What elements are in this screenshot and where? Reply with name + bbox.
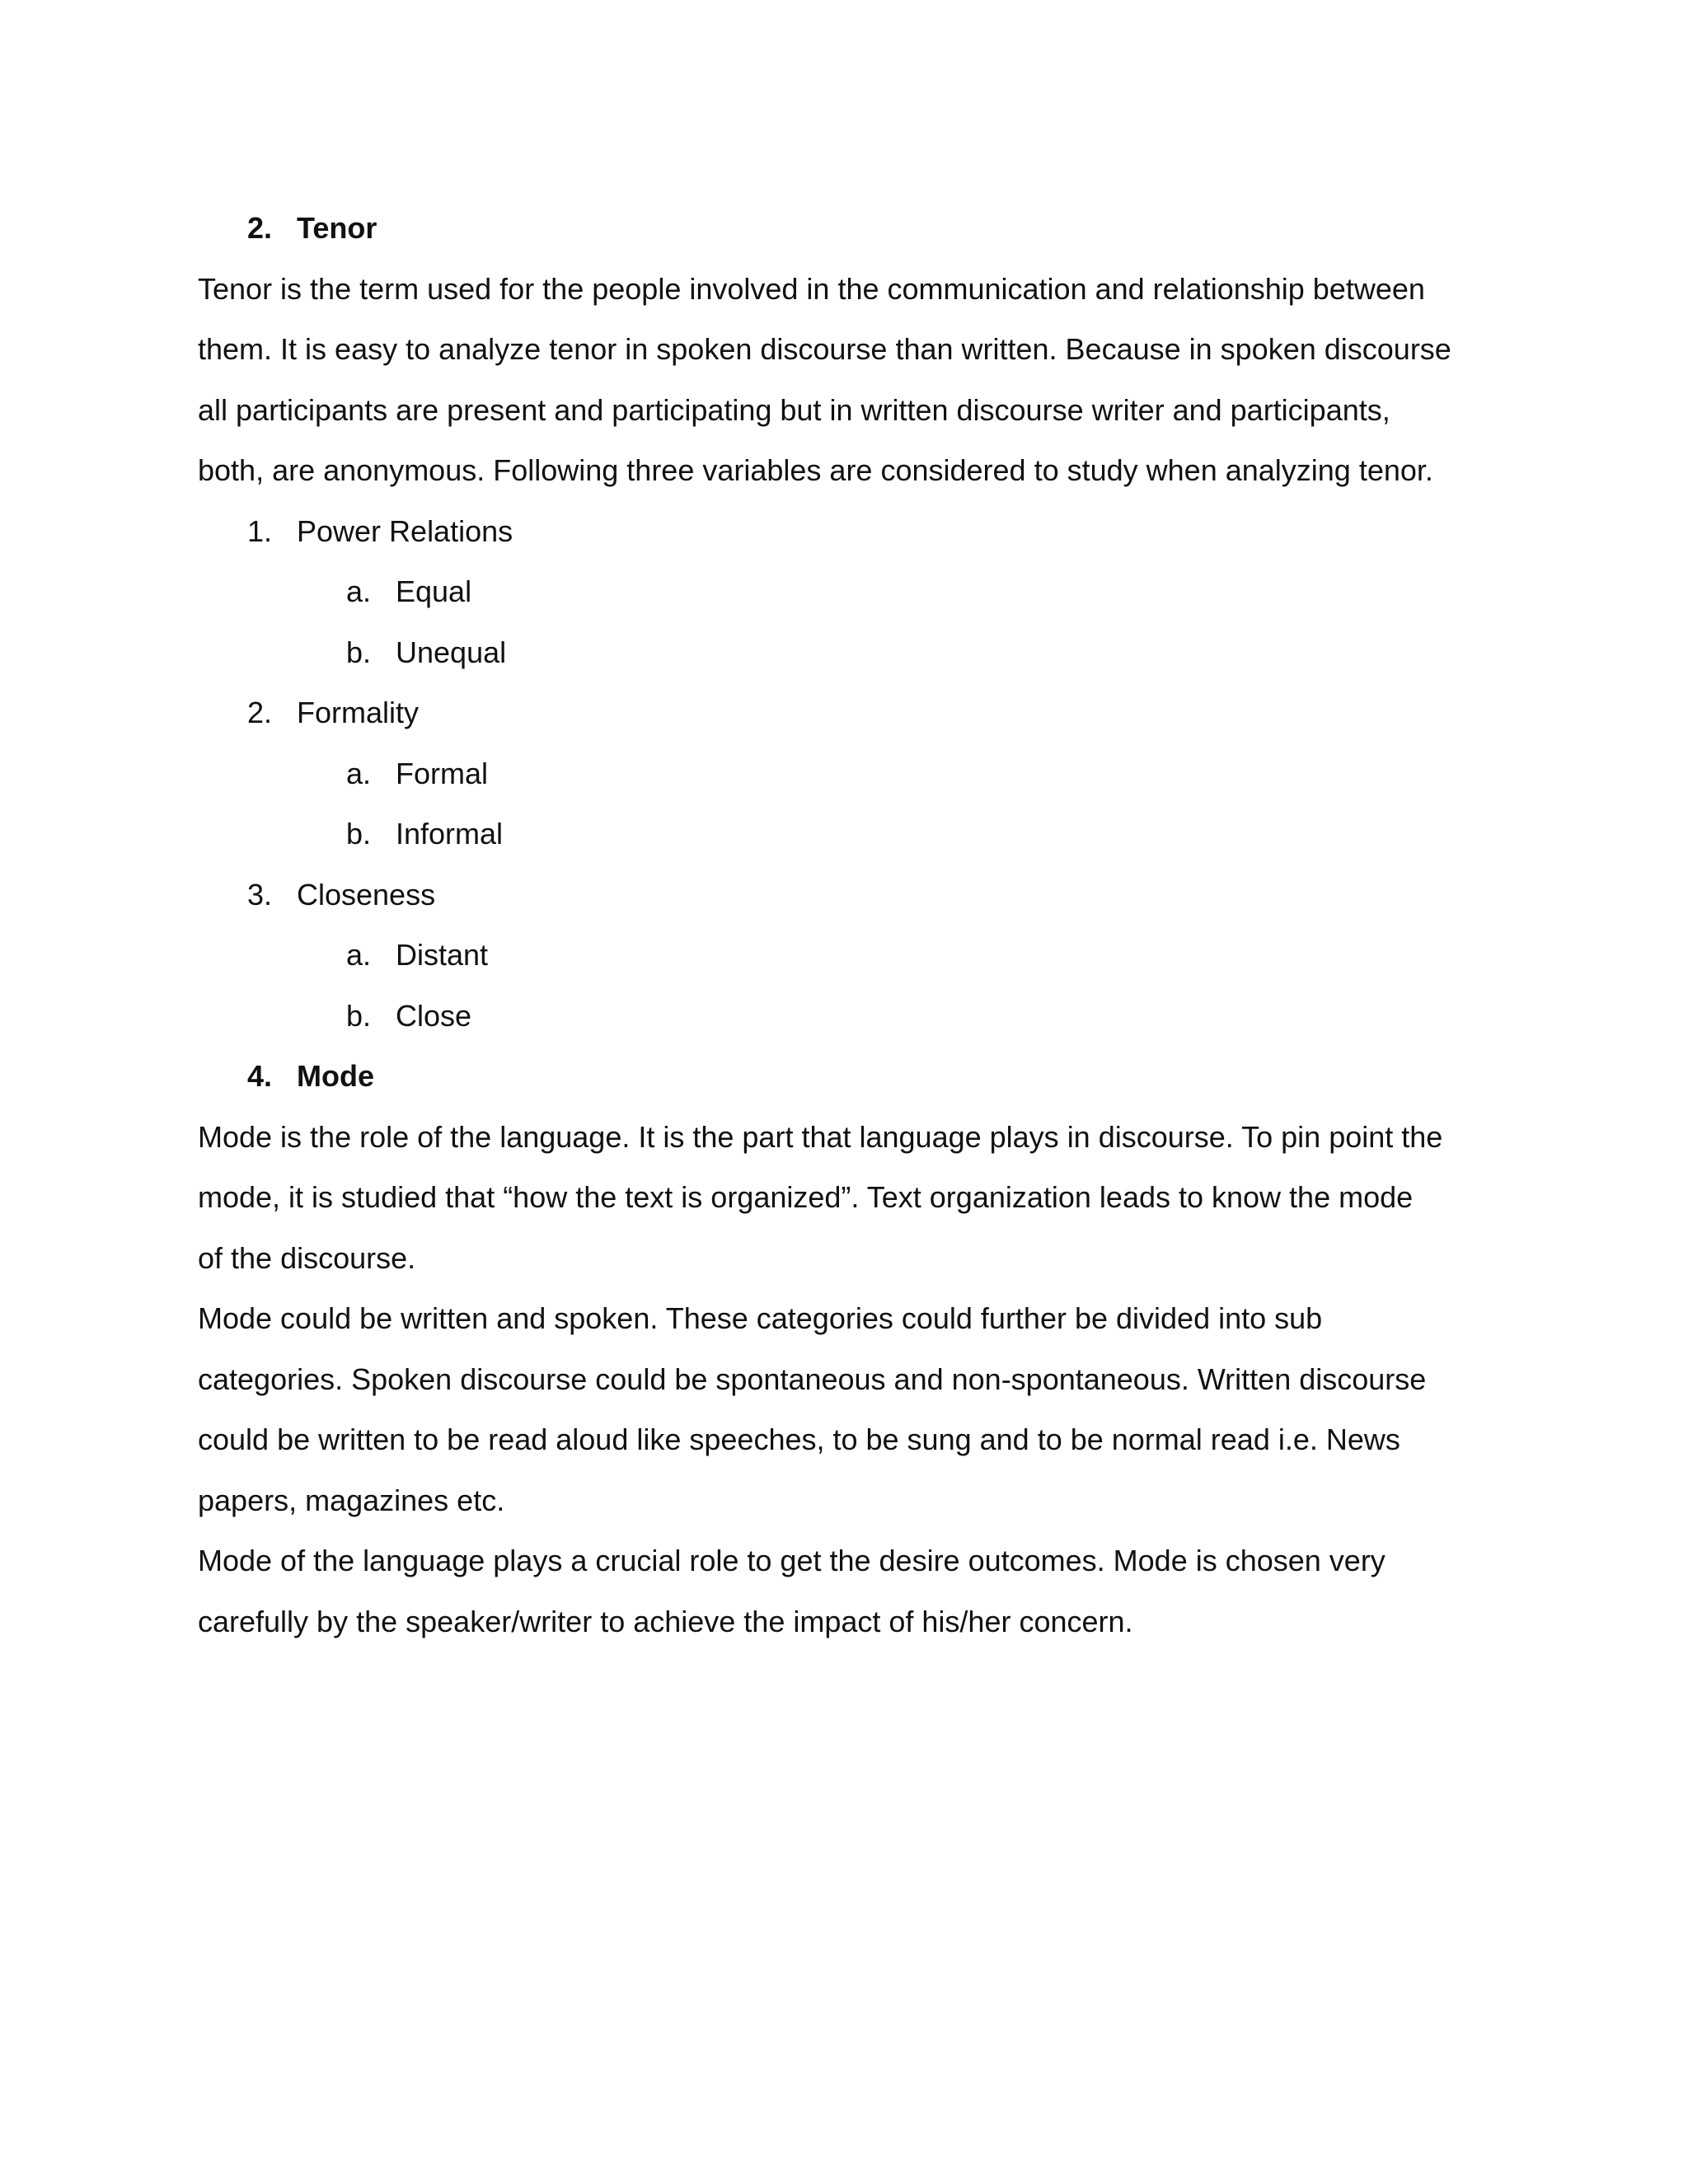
paragraph-line: Mode of the language plays a crucial role to get the desire outcomes. Mode is chosen very [198,1544,1386,1577]
paragraph-line: of the discourse. [198,1240,416,1275]
sub-list-item [198,561,1492,622]
list-number: 3. [247,877,273,912]
section-heading-mode [198,1046,1492,1107]
paragraph-line: could be written to be read aloud like speeches, to be sung and to be normal read i.e. News [198,1422,1400,1456]
list-number: 2. [247,696,273,729]
sub-list-letter: a. [346,938,372,972]
mode-paragraph [198,1107,1492,1652]
paragraph-line: Mode is the role of the language. It is the part that language plays in discourse. To pin point the [198,1119,1443,1154]
sub-list-letter: a. [346,756,372,790]
sub-list-item [198,804,1492,865]
list-label: Closeness [297,877,436,912]
paragraph-line: both, are anonymous. Following three variables are considered to study when analyzing tenor. [198,453,1433,487]
section-heading-tenor [198,198,1492,259]
paragraph-line: papers, magazines etc. [198,1483,505,1517]
list-item [198,865,1492,926]
list-item [198,501,1492,562]
sub-list-item [198,622,1492,683]
list-label: Formality [297,696,420,729]
section-title: Tenor [297,211,377,245]
tenor-paragraph [198,259,1492,501]
sub-list-letter: a. [346,574,372,608]
sub-list-item [198,925,1492,986]
sub-list-label: Equal [396,574,472,608]
paragraph-line: them. It is easy to analyze tenor in spoken discourse than written. Because in spoken discourse [198,332,1451,366]
paragraph-line: categories. Spoken discourse could be spontaneous and non-spontaneous. Written discourse [198,1361,1427,1396]
paragraph-line: mode, it is studied that “how the text is organized”. Text organization leads to know the mode [198,1180,1414,1214]
section-title: Mode [297,1059,374,1093]
sub-list-label: Distant [396,938,489,972]
tenor-variables-list [198,501,1492,1047]
section-number: 2. [247,211,273,245]
paragraph-line: Tenor is the term used for the people involved in the communication and relationship between [198,271,1425,306]
paragraph-line: all participants are present and participating but in written discourse writer and participants, [198,392,1390,427]
sub-list-label: Informal [396,817,504,851]
sub-list-item [198,986,1492,1047]
list-number: 1. [247,513,273,548]
sub-list-label: Unequal [396,635,507,669]
sub-list-letter: b. [346,817,372,851]
section-number: 4. [247,1059,273,1093]
sub-list-label: Close [396,998,472,1033]
paragraph-line: carefully by the speaker/writer to achieve the impact of his/her concern. [198,1604,1133,1638]
sub-list-letter: b. [346,998,372,1033]
sub-list-label: Formal [396,756,489,790]
sub-list-item [198,743,1492,804]
list-item [198,682,1492,743]
list-label: Power Relations [297,513,513,548]
paragraph-line: Mode could be written and spoken. These categories could further be divided into sub [198,1301,1323,1335]
sub-list-letter: b. [346,635,372,669]
document-page [198,198,1492,1652]
